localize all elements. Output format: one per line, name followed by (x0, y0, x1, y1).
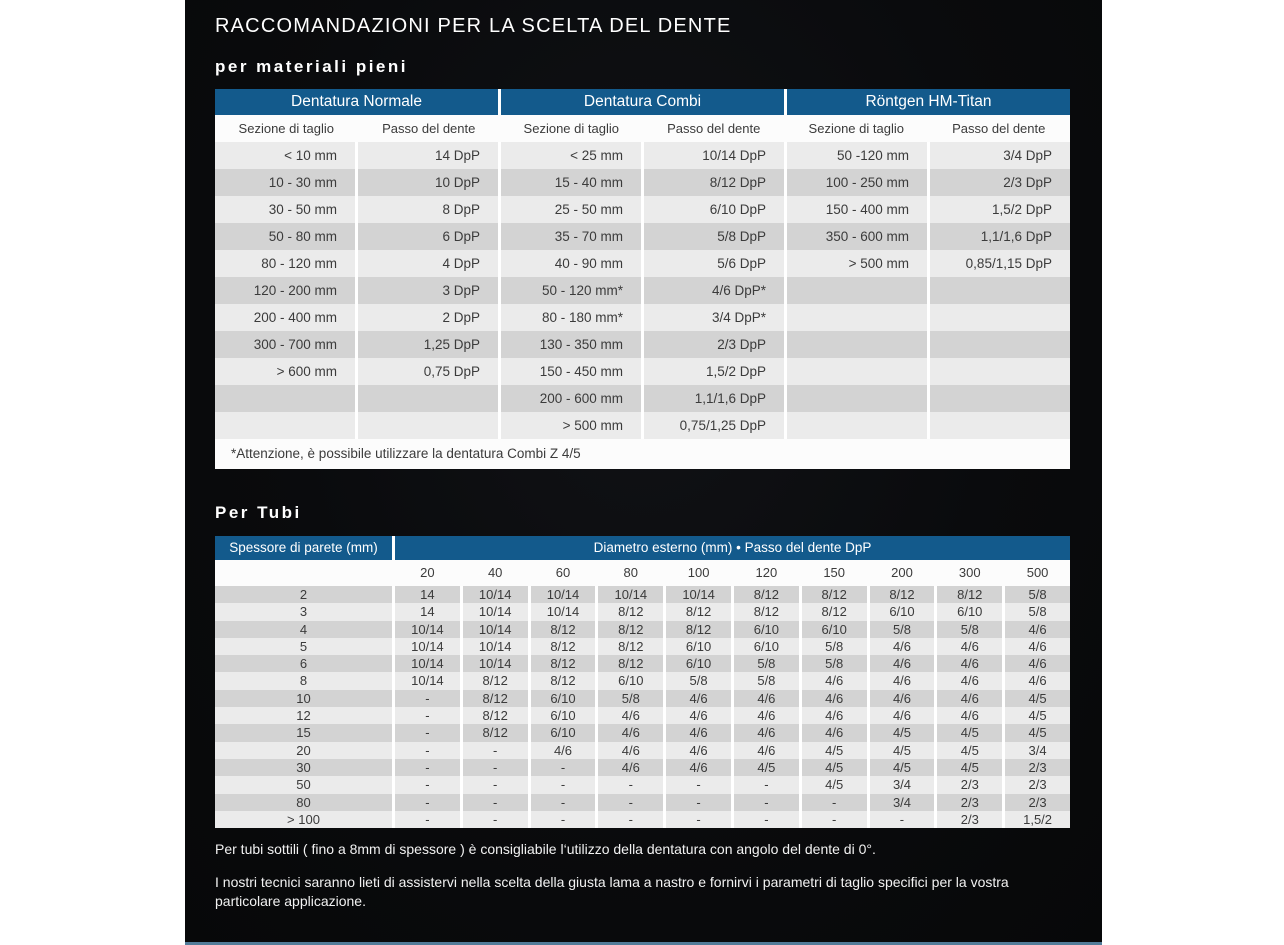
pitch-cell: 6/10 (666, 655, 731, 672)
pitch-cell: 4/6 (598, 724, 663, 741)
pitch-cell: 14 (395, 586, 460, 603)
table-cell: 1,1/1,6 DpP (644, 385, 784, 412)
table-row (215, 621, 1070, 638)
diameter-column-header: 40 (487, 565, 503, 580)
pitch-cell: 6/10 (531, 707, 596, 724)
pitch-cell: - (598, 794, 663, 811)
tubes-outer-diameter-header: Diametro esterno (mm) • Passo del dente DpP (395, 536, 1070, 560)
column-subheader: Passo del dente (382, 121, 476, 136)
wall-thickness-cell: 30 (215, 759, 392, 776)
diameter-column-header: 20 (420, 565, 435, 580)
table-cell: > 500 mm (501, 412, 641, 439)
table-cell: 5/8 DpP (644, 223, 784, 250)
pitch-cell: 8/12 (463, 690, 528, 707)
table-cell (787, 331, 927, 358)
pitch-cell: - (463, 794, 528, 811)
pitch-cell: 4/6 (598, 707, 663, 724)
pitch-cell: - (531, 794, 596, 811)
column-subheader: Passo del dente (667, 121, 761, 136)
table-cell: 0,75 DpP (358, 358, 498, 385)
column-subheader: Sezione di taglio (238, 121, 334, 136)
pitch-cell: 4/5 (734, 759, 799, 776)
pitch-cell: - (395, 724, 460, 741)
table-cell (930, 331, 1070, 358)
pitch-cell: 4/6 (1005, 655, 1070, 672)
pitch-cell: 10/14 (463, 638, 528, 655)
pitch-cell: 4/5 (802, 742, 867, 759)
table-cell (787, 304, 927, 331)
diameter-column-header: 500 (1026, 565, 1049, 580)
table-cell: 6/10 DpP (644, 196, 784, 223)
pitch-cell: 10/14 (531, 586, 596, 603)
footer-note-technicians: I nostri tecnici saranno lieti di assistervi nella scelta della giusta lama a nastro e fornirvi i parametri di taglio specifici per la vostra particolare applicazione. (215, 874, 1009, 909)
table-cell: 100 - 250 mm (787, 169, 927, 196)
pitch-cell: 4/6 (937, 672, 1002, 689)
pitch-cell: - (395, 776, 460, 793)
pitch-cell: 14 (395, 603, 460, 620)
table-row (215, 586, 1070, 603)
table-cell: 3/4 DpP* (644, 304, 784, 331)
solid-table-subheader-row (215, 115, 1070, 142)
wall-thickness-cell: 50 (215, 776, 392, 793)
pitch-cell: - (463, 776, 528, 793)
table-cell (358, 412, 498, 439)
group-header-dentatura-normale: Dentatura Normale (215, 89, 498, 115)
solid-materials-table (215, 89, 1070, 469)
wall-thickness-cell: 4 (215, 621, 392, 638)
pitch-cell: 4/6 (531, 742, 596, 759)
pitch-cell: 6/10 (531, 690, 596, 707)
pitch-cell: 4/6 (870, 672, 935, 689)
pitch-cell: 4/5 (1005, 707, 1070, 724)
pitch-cell: - (802, 794, 867, 811)
solid-table-body (215, 142, 1070, 439)
table-cell: 10/14 DpP (644, 142, 784, 169)
pitch-cell: 4/6 (870, 707, 935, 724)
table-cell (930, 385, 1070, 412)
tubes-wall-thickness-header: Spessore di parete (mm) (215, 536, 392, 560)
table-cell: 0,85/1,15 DpP (930, 250, 1070, 277)
diameter-column-header: 60 (555, 565, 571, 580)
wall-thickness-cell: 2 (215, 586, 392, 603)
column-subheader: Sezione di taglio (808, 121, 904, 136)
table-row (215, 742, 1070, 759)
pitch-cell: 5/8 (734, 655, 799, 672)
pitch-cell: 8/12 (598, 655, 663, 672)
pitch-cell: 10/14 (395, 655, 460, 672)
table-row (215, 358, 1070, 385)
table-cell: 150 - 450 mm (501, 358, 641, 385)
pitch-cell: 4/6 (802, 707, 867, 724)
pitch-cell: 8/12 (666, 603, 731, 620)
pitch-cell: 6/10 (870, 603, 935, 620)
pitch-cell: 5/8 (802, 655, 867, 672)
pitch-cell: - (870, 811, 935, 828)
pitch-cell: - (598, 811, 663, 828)
pitch-cell: 4/6 (1005, 672, 1070, 689)
pitch-cell: 4/6 (937, 690, 1002, 707)
table-cell: 35 - 70 mm (501, 223, 641, 250)
pitch-cell: - (598, 776, 663, 793)
wall-thickness-cell: 20 (215, 742, 392, 759)
pitch-cell: 4/6 (598, 742, 663, 759)
table-row (215, 603, 1070, 620)
pitch-cell: 10/14 (531, 603, 596, 620)
table-cell: > 600 mm (215, 358, 355, 385)
tubes-table-header-row (215, 536, 1070, 560)
pitch-cell: 4/5 (937, 724, 1002, 741)
table-cell: 50 -120 mm (787, 142, 927, 169)
pitch-cell: 10/14 (395, 672, 460, 689)
pitch-cell: 4/6 (666, 690, 731, 707)
pitch-cell: 4/6 (870, 690, 935, 707)
pitch-cell: 3/4 (1005, 742, 1070, 759)
table-cell: 8 DpP (358, 196, 498, 223)
pitch-cell: - (666, 776, 731, 793)
table-cell: 50 - 80 mm (215, 223, 355, 250)
table-row (215, 655, 1070, 672)
pitch-cell: 8/12 (531, 672, 596, 689)
pitch-cell: - (531, 811, 596, 828)
pitch-cell: 4/5 (870, 759, 935, 776)
table-row (215, 690, 1070, 707)
table-cell (215, 385, 355, 412)
table-cell: 1,5/2 DpP (644, 358, 784, 385)
table-cell: 15 - 40 mm (501, 169, 641, 196)
pitch-cell: 4/6 (937, 707, 1002, 724)
pitch-cell: 2/3 (1005, 776, 1070, 793)
pitch-cell: 4/6 (666, 742, 731, 759)
table-row (215, 385, 1070, 412)
table-cell (358, 385, 498, 412)
group-header-dentatura-combi: Dentatura Combi (501, 89, 784, 115)
pitch-cell: 4/6 (1005, 621, 1070, 638)
diameter-column-header: 200 (891, 565, 913, 580)
pitch-cell: 4/6 (802, 690, 867, 707)
pitch-cell: 8/12 (531, 655, 596, 672)
table-cell: 3 DpP (358, 277, 498, 304)
pitch-cell: 5/8 (870, 621, 935, 638)
pitch-cell: - (395, 690, 460, 707)
pitch-cell: 8/12 (802, 586, 867, 603)
table-cell: 120 - 200 mm (215, 277, 355, 304)
pitch-cell: 6/10 (666, 638, 731, 655)
table-cell (787, 358, 927, 385)
solid-table-footnote: *Attenzione, è possibile utilizzare la dentatura Combi Z 4/5 (215, 439, 1070, 469)
table-cell: > 500 mm (787, 250, 927, 277)
tubes-diameter-values-row (215, 560, 1070, 586)
pitch-cell: 8/12 (531, 638, 596, 655)
diameter-column-header: 80 (623, 565, 639, 580)
pitch-cell: 4/6 (666, 707, 731, 724)
table-cell: 0,75/1,25 DpP (644, 412, 784, 439)
pitch-cell: 4/6 (734, 707, 799, 724)
table-cell: 200 - 600 mm (501, 385, 641, 412)
wall-thickness-cell: 10 (215, 690, 392, 707)
column-subheader: Passo del dente (952, 121, 1046, 136)
pitch-cell: 4/6 (666, 759, 731, 776)
pitch-cell: 5/8 (937, 621, 1002, 638)
pitch-cell: 4/5 (802, 759, 867, 776)
table-row (215, 724, 1070, 741)
pitch-cell: - (463, 742, 528, 759)
pitch-cell: 4/6 (734, 742, 799, 759)
table-cell: 2/3 DpP (930, 169, 1070, 196)
pitch-cell: 4/5 (1005, 690, 1070, 707)
table-cell: 80 - 180 mm* (501, 304, 641, 331)
diameter-column-header: 120 (755, 565, 778, 580)
table-row (215, 304, 1070, 331)
diameter-column-header: 150 (823, 565, 846, 580)
table-cell: 3/4 DpP (930, 142, 1070, 169)
pitch-cell: 10/14 (463, 655, 528, 672)
section-tubes-title: Per Tubi (215, 503, 302, 522)
pitch-cell: 8/12 (463, 672, 528, 689)
table-row (215, 196, 1070, 223)
table-cell: 1,5/2 DpP (930, 196, 1070, 223)
pitch-cell: 3/4 (870, 776, 935, 793)
column-subheader: Sezione di taglio (523, 121, 619, 136)
pitch-cell: 4/5 (937, 742, 1002, 759)
pitch-cell: - (463, 811, 528, 828)
pitch-cell: 10/14 (666, 586, 731, 603)
wall-thickness-cell: 3 (215, 603, 392, 620)
pitch-cell: - (395, 742, 460, 759)
table-cell: 4 DpP (358, 250, 498, 277)
table-cell: 50 - 120 mm* (501, 277, 641, 304)
wall-thickness-cell: 80 (215, 794, 392, 811)
table-cell (215, 412, 355, 439)
pitch-cell: 4/5 (802, 776, 867, 793)
pitch-cell: - (666, 811, 731, 828)
table-cell: < 25 mm (501, 142, 641, 169)
pitch-cell: 4/6 (802, 672, 867, 689)
table-row (215, 811, 1070, 828)
wall-thickness-cell: 6 (215, 655, 392, 672)
section-solid-materials-title: per materiali pieni (215, 57, 408, 76)
pitch-cell: 2/3 (937, 776, 1002, 793)
pitch-cell: 4/6 (1005, 638, 1070, 655)
table-row (215, 412, 1070, 439)
wall-thickness-cell: > 100 (215, 811, 392, 828)
pitch-cell: 5/8 (734, 672, 799, 689)
table-row (215, 672, 1070, 689)
pitch-cell: - (734, 776, 799, 793)
table-cell: 130 - 350 mm (501, 331, 641, 358)
pitch-cell: 5/8 (598, 690, 663, 707)
pitch-cell: 8/12 (463, 724, 528, 741)
pitch-cell: 6/10 (598, 672, 663, 689)
pitch-cell: 8/12 (598, 621, 663, 638)
table-cell: 1,1/1,6 DpP (930, 223, 1070, 250)
table-row (215, 794, 1070, 811)
table-cell (930, 412, 1070, 439)
table-cell: 200 - 400 mm (215, 304, 355, 331)
pitch-cell: 5/8 (1005, 603, 1070, 620)
table-cell: 8/12 DpP (644, 169, 784, 196)
pitch-cell: 8/12 (531, 621, 596, 638)
table-cell: 5/6 DpP (644, 250, 784, 277)
table-cell (930, 304, 1070, 331)
pitch-cell: 4/5 (870, 724, 935, 741)
pitch-cell: 4/5 (1005, 724, 1070, 741)
table-cell: 25 - 50 mm (501, 196, 641, 223)
table-cell: 10 DpP (358, 169, 498, 196)
pitch-cell: 8/12 (870, 586, 935, 603)
table-row (215, 250, 1070, 277)
table-cell (787, 385, 927, 412)
table-cell: 30 - 50 mm (215, 196, 355, 223)
pitch-cell: - (734, 794, 799, 811)
tubes-table-body (215, 586, 1070, 828)
table-cell (930, 358, 1070, 385)
pitch-cell: 4/6 (802, 724, 867, 741)
pitch-cell: 8/12 (734, 603, 799, 620)
pitch-cell: 2/3 (1005, 759, 1070, 776)
tubes-table (215, 536, 1070, 828)
diameter-column-header: 300 (958, 565, 981, 580)
pitch-cell: 4/5 (937, 759, 1002, 776)
solid-table-group-header-row (215, 89, 1070, 115)
pitch-cell: 6/10 (531, 724, 596, 741)
pitch-cell: 10/14 (395, 621, 460, 638)
pitch-cell: - (734, 811, 799, 828)
pitch-cell: - (531, 776, 596, 793)
table-row (215, 223, 1070, 250)
pitch-cell: 4/6 (734, 724, 799, 741)
table-cell: 2 DpP (358, 304, 498, 331)
pitch-cell: 5/8 (666, 672, 731, 689)
table-row (215, 707, 1070, 724)
pitch-cell: 6/10 (734, 638, 799, 655)
pitch-cell: 4/6 (937, 638, 1002, 655)
pitch-cell: 8/12 (598, 603, 663, 620)
table-row (215, 142, 1070, 169)
pitch-cell: 8/12 (734, 586, 799, 603)
table-cell: 40 - 90 mm (501, 250, 641, 277)
pitch-cell: - (802, 811, 867, 828)
table-row (215, 759, 1070, 776)
table-row (215, 277, 1070, 304)
pitch-cell: 10/14 (598, 586, 663, 603)
pitch-cell: 8/12 (598, 638, 663, 655)
pitch-cell: 4/5 (870, 742, 935, 759)
table-cell (787, 412, 927, 439)
table-row (215, 331, 1070, 358)
table-cell: 300 - 700 mm (215, 331, 355, 358)
pitch-cell: 8/12 (666, 621, 731, 638)
pitch-cell: - (395, 794, 460, 811)
table-cell (930, 277, 1070, 304)
table-cell: < 10 mm (215, 142, 355, 169)
pitch-cell: 4/6 (870, 655, 935, 672)
diameter-column-header: 100 (687, 565, 710, 580)
table-cell: 150 - 400 mm (787, 196, 927, 223)
pitch-cell: - (463, 759, 528, 776)
wall-thickness-cell: 8 (215, 672, 392, 689)
footer-note-thin-tubes: Per tubi sottili ( fino a 8mm di spessore ) è consigliabile l‘utilizzo della dentatura con angolo del dente di 0°. (215, 841, 876, 857)
pitch-cell: 5/8 (1005, 586, 1070, 603)
table-cell: 14 DpP (358, 142, 498, 169)
table-cell: 80 - 120 mm (215, 250, 355, 277)
table-cell (787, 277, 927, 304)
pitch-cell: - (666, 794, 731, 811)
table-cell: 6 DpP (358, 223, 498, 250)
pitch-cell: 4/6 (734, 690, 799, 707)
pitch-cell: 8/12 (802, 603, 867, 620)
content-card (185, 0, 1102, 945)
pitch-cell: 4/6 (870, 638, 935, 655)
pitch-cell: 4/6 (666, 724, 731, 741)
pitch-cell: 2/3 (1005, 794, 1070, 811)
pitch-cell: 3/4 (870, 794, 935, 811)
pitch-cell: 6/10 (937, 603, 1002, 620)
table-cell: 2/3 DpP (644, 331, 784, 358)
pitch-cell: 8/12 (463, 707, 528, 724)
pitch-cell: 1,5/2 (1005, 811, 1070, 828)
wall-thickness-cell: 12 (215, 707, 392, 724)
pitch-cell: 4/6 (598, 759, 663, 776)
pitch-cell: - (531, 759, 596, 776)
table-cell: 1,25 DpP (358, 331, 498, 358)
table-row (215, 638, 1070, 655)
wall-thickness-cell: 5 (215, 638, 392, 655)
table-row (215, 776, 1070, 793)
pitch-cell: 10/14 (463, 621, 528, 638)
wall-thickness-cell: 15 (215, 724, 392, 741)
pitch-cell: - (395, 759, 460, 776)
page-title: RACCOMANDAZIONI PER LA SCELTA DEL DENTE (215, 15, 732, 37)
diameter-header-spacer (215, 560, 392, 586)
pitch-cell: 4/6 (937, 655, 1002, 672)
table-cell: 350 - 600 mm (787, 223, 927, 250)
pitch-cell: 6/10 (734, 621, 799, 638)
pitch-cell: 6/10 (802, 621, 867, 638)
table-row (215, 169, 1070, 196)
pitch-cell: 2/3 (937, 794, 1002, 811)
pitch-cell: 10/14 (463, 603, 528, 620)
pitch-cell: - (395, 707, 460, 724)
table-cell: 10 - 30 mm (215, 169, 355, 196)
pitch-cell: - (395, 811, 460, 828)
table-cell: 4/6 DpP* (644, 277, 784, 304)
group-header-roentgen-hm-titan: Röntgen HM-Titan (787, 89, 1070, 115)
pitch-cell: 2/3 (937, 811, 1002, 828)
pitch-cell: 5/8 (802, 638, 867, 655)
pitch-cell: 8/12 (937, 586, 1002, 603)
pitch-cell: 10/14 (395, 638, 460, 655)
pitch-cell: 10/14 (463, 586, 528, 603)
